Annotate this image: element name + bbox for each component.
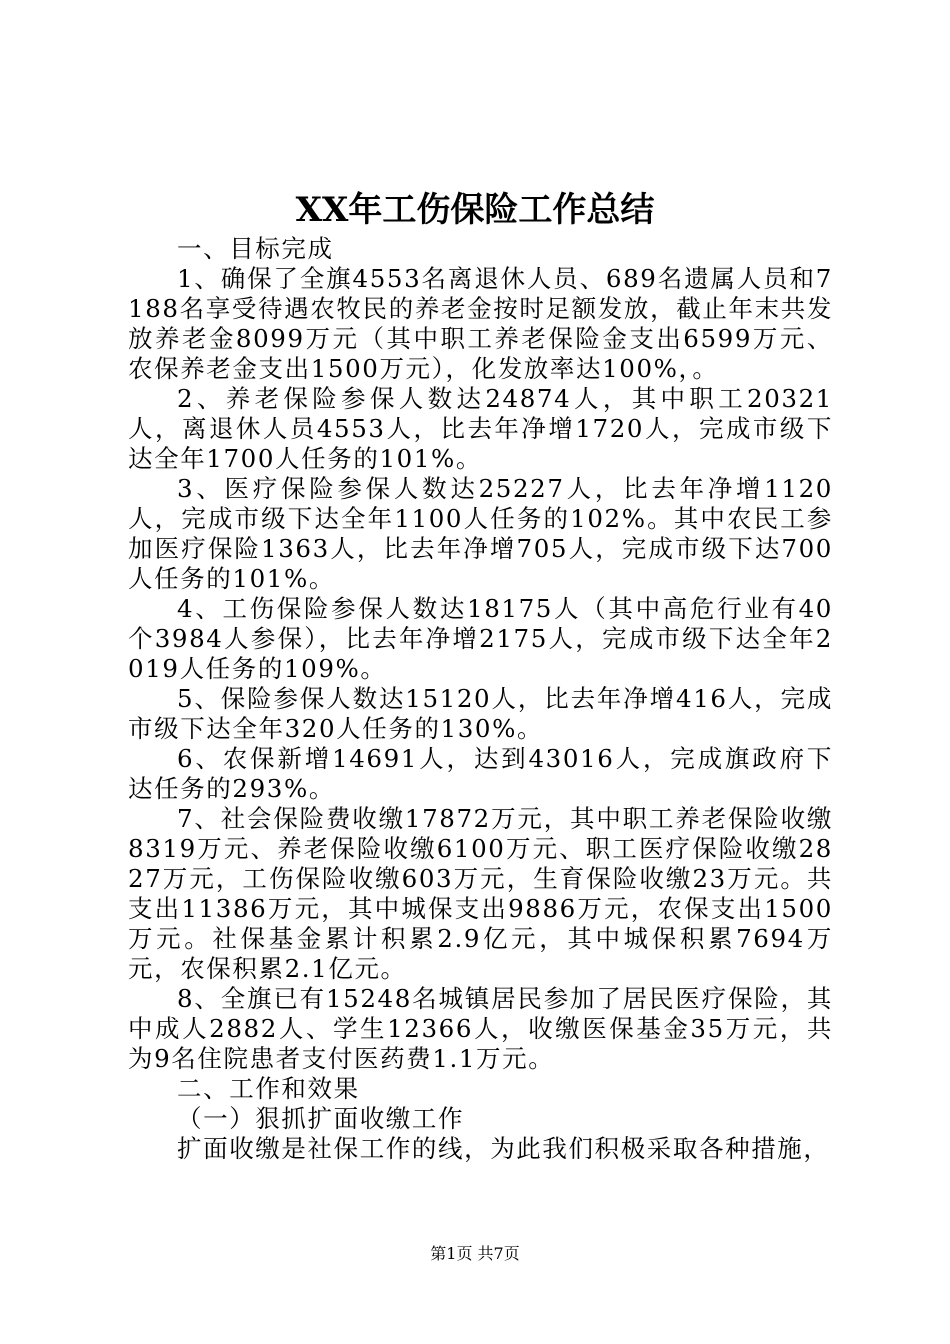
page-number-footer: 第1页 共7页 (430, 1244, 520, 1263)
document-title: XX年工伤保险工作总结 (295, 190, 655, 230)
paragraph-item-6: 6、农保新增14691人，达到43016人，完成旗政府下达任务的293%。 (128, 744, 833, 803)
paragraph-item-3: 3、医疗保险参保人数达25227人，比去年净增1120人，完成市级下达全年1100人任务的102%。其中农民工参加医疗保险1363人，比去年净增705人，完成市级下达700人任务的101%。 (128, 474, 833, 593)
paragraph-item-8: 8、全旗已有15248名城镇居民参加了居民医疗保险，其中成人2882人、学生12366人，收缴医保基金35万元，共为9名住院患者支付医药费1.1万元。 (128, 984, 833, 1073)
paragraph-item-2: 2、养老保险参保人数达24874人，其中职工20321人，离退休人员4553人，比去年净增1720人，完成市级下达全年1700人任务的101%。 (128, 384, 833, 473)
paragraph-item-5: 5、保险参保人数达15120人，比去年净增416人，完成市级下达全年320人任务的130%。 (128, 684, 833, 743)
subsection-heading-1: （一）狠抓扩面收缴工作 (177, 1104, 465, 1133)
section-heading-goals: 一、目标完成 (177, 234, 334, 263)
paragraph-item-7: 7、社会保险费收缴17872万元，其中职工养老保险收缴8319万元、养老保险收缴6100万元、职工医疗保险收缴2827万元，工伤保险收缴603万元，生育保险收缴23万元。共支出11386万元，其中城保支出9886万元，农保支出1500万元。社保基金累计积累2.9亿元，其中城保积累7694万元，农保积累2.1亿元。 (128, 804, 833, 983)
paragraph-item-4: 4、工伤保险参保人数达18175人（其中高危行业有40个3984人参保），比去年净增2175人，完成市级下达全年2019人任务的109%。 (128, 594, 833, 683)
section-heading-work: 二、工作和效果 (177, 1074, 360, 1103)
paragraph-item-1: 1、确保了全旗4553名离退休人员、689名遗属人员和7188名享受待遇农牧民的养老金按时足额发放，截止年末共发放养老金8099万元（其中职工养老保险金支出6599万元、农保养老金支出1500万元），化发放率达100%，。 (128, 264, 833, 383)
paragraph-expansion: 扩面收缴是社保工作的线，为此我们积极采取各种措施， (177, 1134, 830, 1163)
document-body (128, 234, 833, 1164)
